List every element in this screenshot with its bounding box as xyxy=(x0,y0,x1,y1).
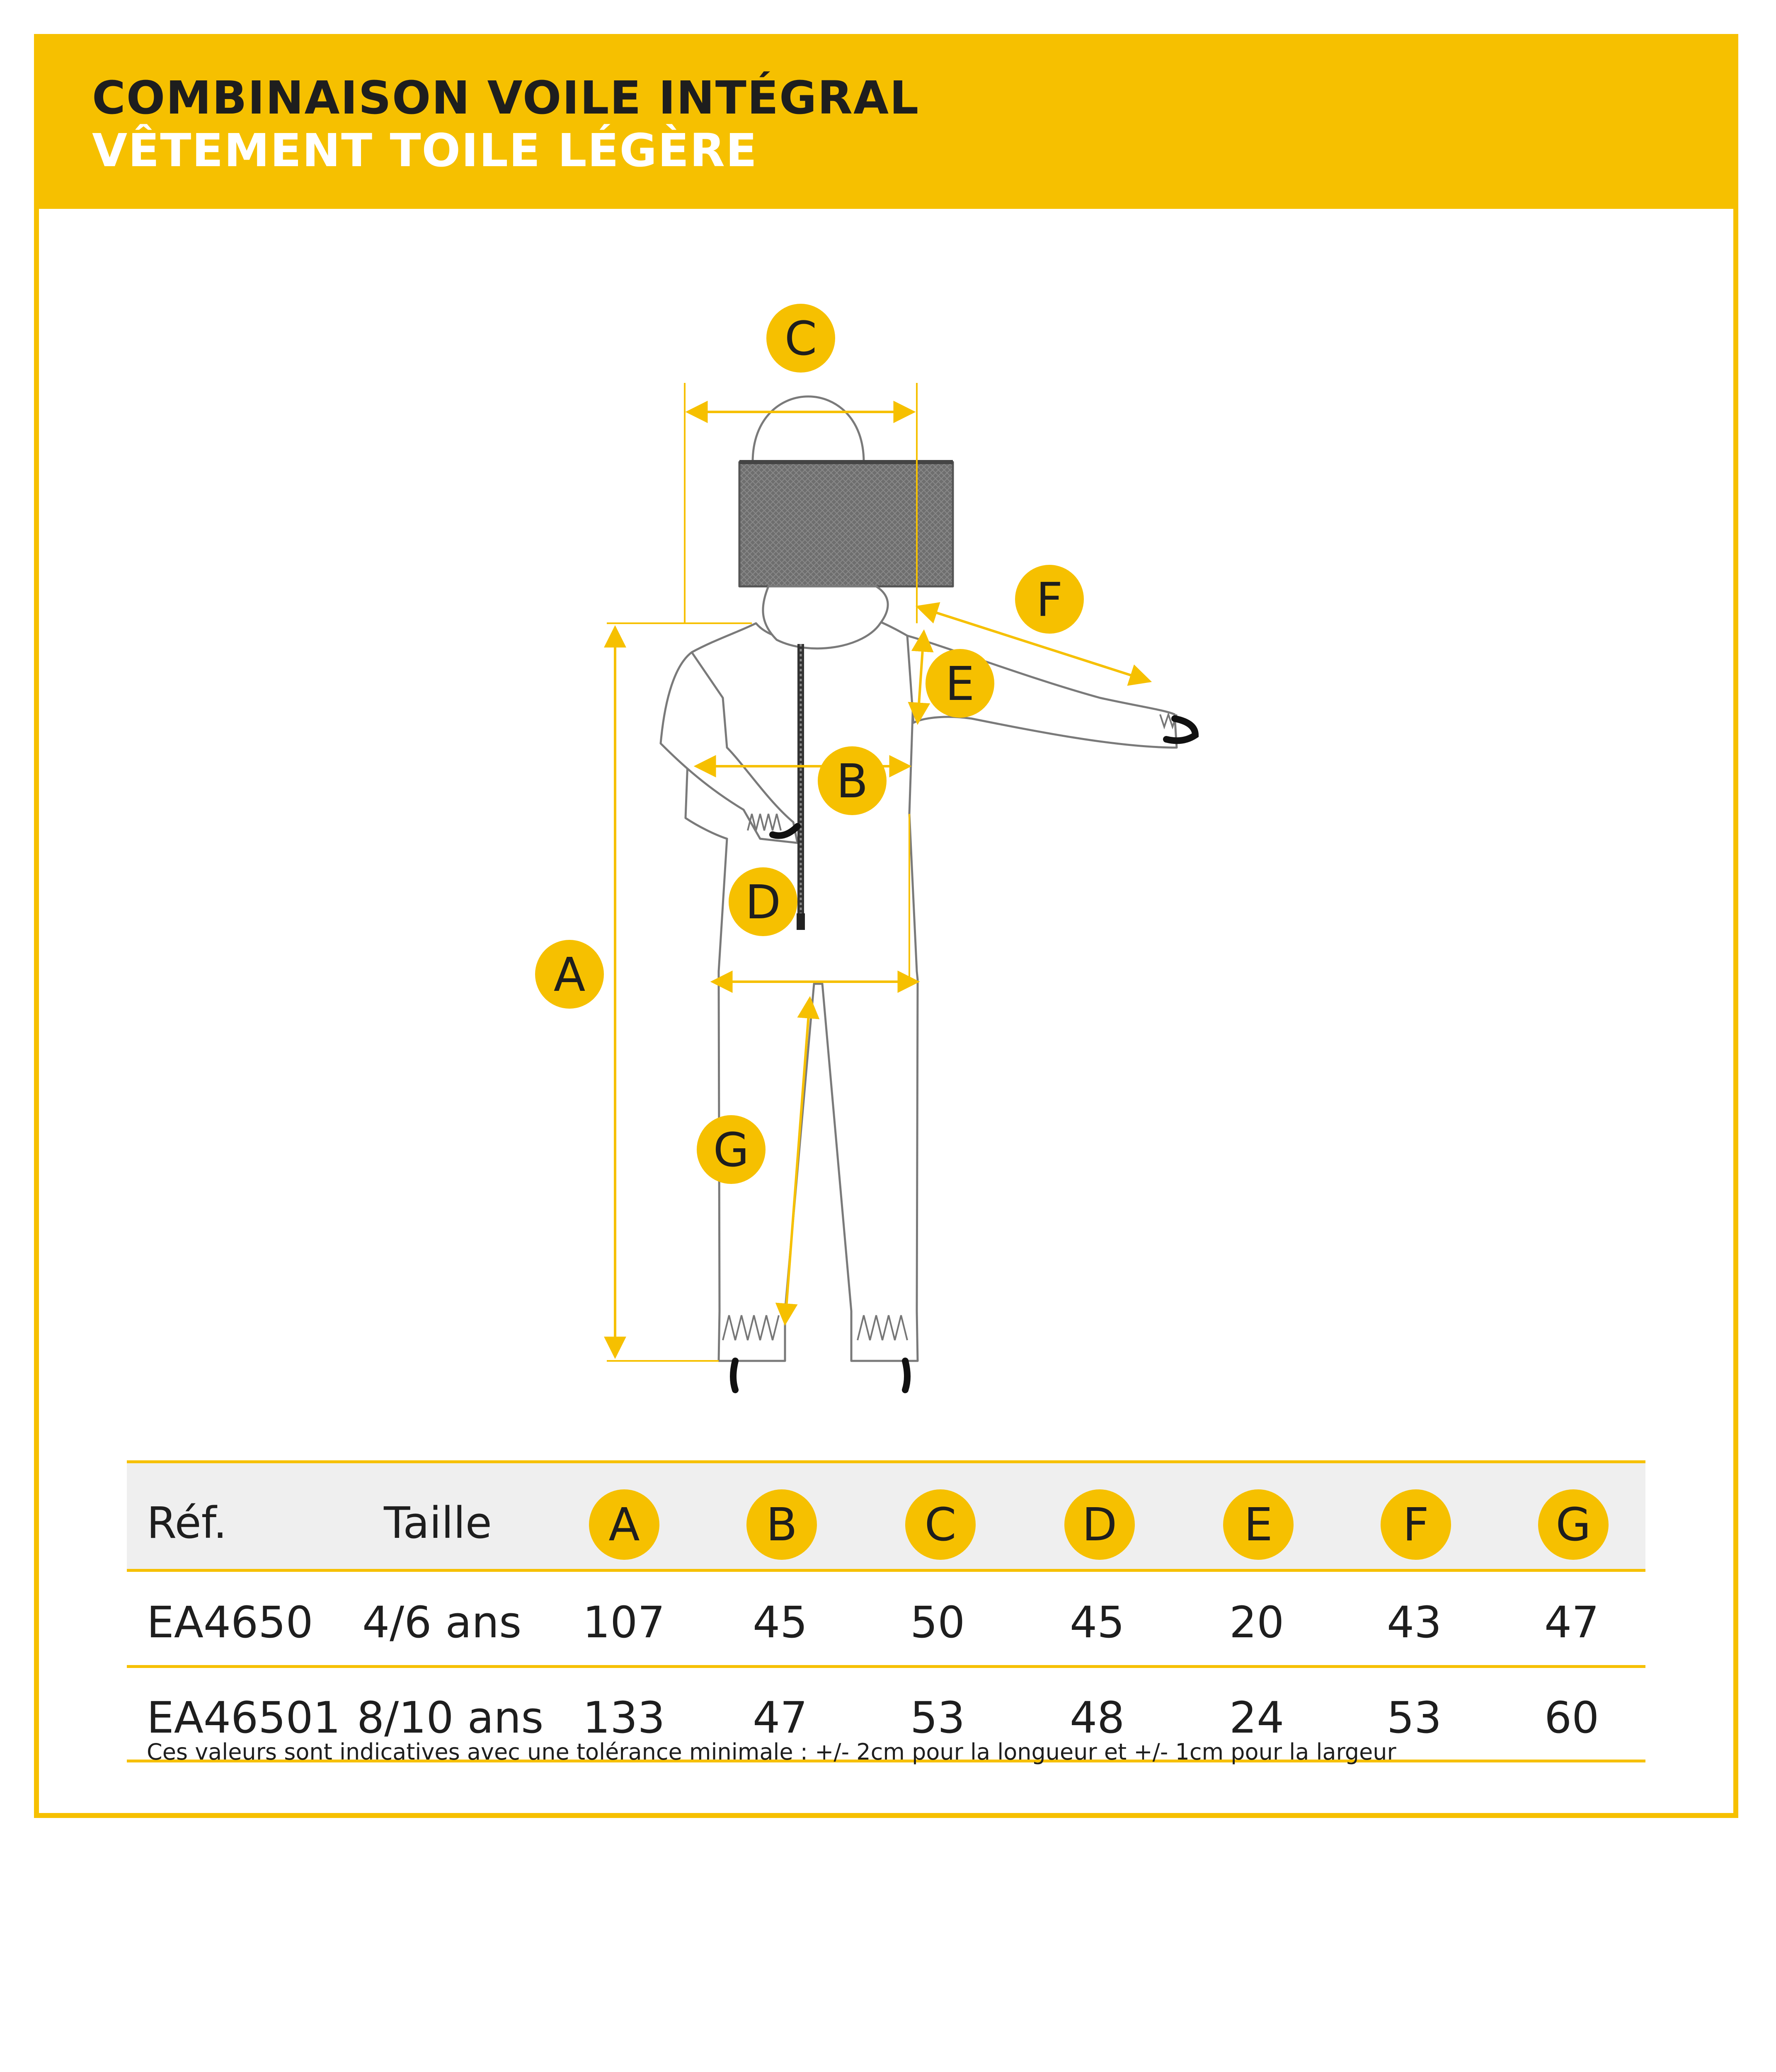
header-badge-c: C xyxy=(905,1489,976,1560)
suit-diagram xyxy=(39,209,1733,1493)
row2-e: 24 xyxy=(1229,1692,1284,1743)
table-row-rule xyxy=(127,1665,1645,1668)
hat-icon xyxy=(753,397,864,462)
header-size: Taille xyxy=(384,1498,492,1548)
header-badge-a: A xyxy=(589,1489,659,1560)
badge-e xyxy=(926,649,994,718)
svg-text:A: A xyxy=(553,948,586,1002)
table-top-rule xyxy=(127,1460,1645,1463)
row1-f: 43 xyxy=(1387,1597,1442,1648)
badge-d xyxy=(729,867,797,936)
header-band xyxy=(39,39,1733,209)
svg-text:C: C xyxy=(784,312,817,366)
row2-size: 8/10 ans xyxy=(357,1692,544,1743)
badge-f xyxy=(1015,565,1084,634)
veil-icon xyxy=(739,462,953,586)
svg-text:B: B xyxy=(836,755,868,808)
badge-a xyxy=(535,940,604,1009)
row2-d: 48 xyxy=(1070,1692,1125,1743)
row1-size: 4/6 ans xyxy=(362,1597,522,1648)
badge-c xyxy=(766,304,835,373)
header-badge-g: G xyxy=(1538,1489,1609,1560)
svg-text:E: E xyxy=(945,657,975,711)
row1-d: 45 xyxy=(1070,1597,1125,1648)
row1-e: 20 xyxy=(1229,1597,1284,1648)
row2-ref: EA46501 xyxy=(147,1692,341,1743)
tolerance-note: Ces valeurs sont indicatives avec une tolérance minimale : +/- 2cm pour la longueur et +/- 1cm pour la largeur xyxy=(147,1739,1396,1765)
row1-b: 45 xyxy=(753,1597,808,1648)
badge-g xyxy=(697,1115,766,1184)
table-header-rule xyxy=(127,1569,1645,1572)
header-badge-f: F xyxy=(1381,1489,1451,1560)
row1-a: 107 xyxy=(583,1597,665,1648)
svg-text:D: D xyxy=(745,876,781,929)
header-badge-b: B xyxy=(746,1489,817,1560)
svg-text:F: F xyxy=(1036,573,1063,627)
row2-g: 60 xyxy=(1544,1692,1599,1743)
header-badge-d: D xyxy=(1064,1489,1135,1560)
row2-b: 47 xyxy=(753,1692,808,1743)
row2-a: 133 xyxy=(583,1692,665,1743)
header-ref: Réf. xyxy=(147,1498,227,1548)
header-badge-e: E xyxy=(1223,1489,1294,1560)
row2-c: 53 xyxy=(910,1692,965,1743)
svg-text:G: G xyxy=(713,1123,749,1177)
row1-c: 50 xyxy=(910,1597,965,1648)
row2-f: 53 xyxy=(1387,1692,1442,1743)
size-guide-sheet xyxy=(34,34,1738,1818)
badge-b xyxy=(818,746,887,815)
row1-ref: EA4650 xyxy=(147,1597,313,1648)
size-table xyxy=(127,1460,1645,1763)
page-title: COMBINAISON VOILE INTÉGRAL xyxy=(92,71,920,124)
zipper-icon xyxy=(797,644,805,930)
row1-g: 47 xyxy=(1544,1597,1599,1648)
page-subtitle: VÊTEMENT TOILE LÉGÈRE xyxy=(92,124,758,177)
